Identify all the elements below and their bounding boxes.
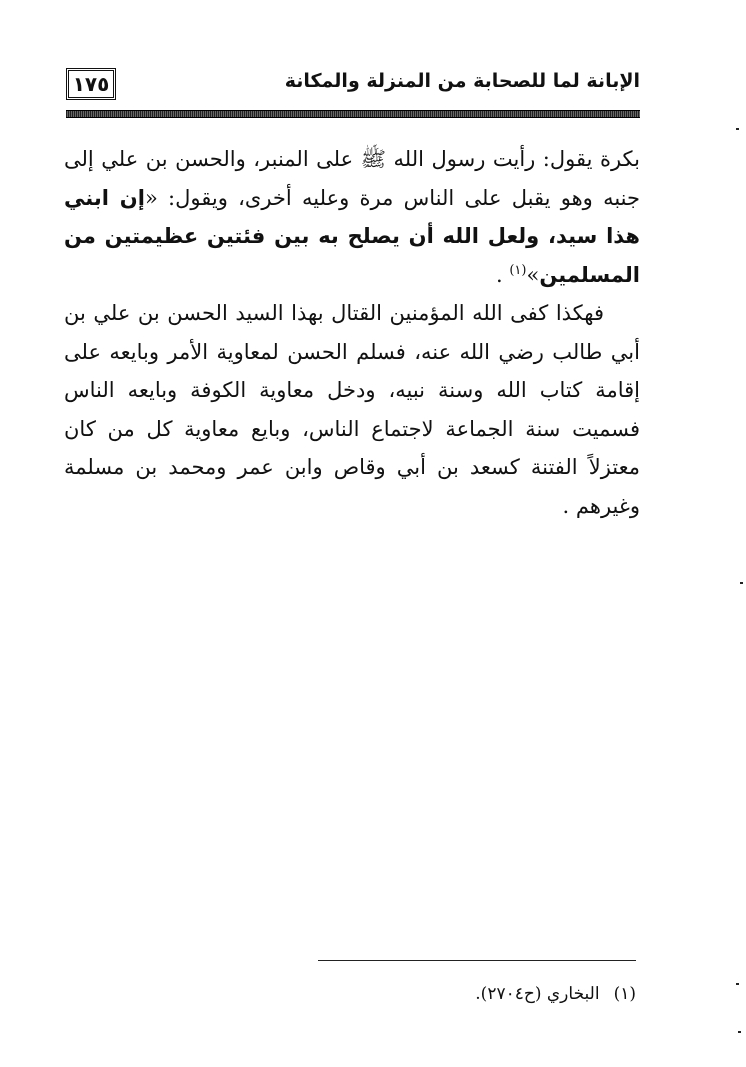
hadith-quote: إن ابني هذا سيد، ولعل الله أن يصلح به بين فئتين عظيمتين من المسلمين — [64, 185, 640, 287]
header-divider — [66, 110, 640, 118]
footnote-divider — [318, 960, 636, 961]
scan-speck — [740, 582, 743, 584]
main-text — [64, 140, 640, 525]
footnote-1 — [475, 984, 636, 1004]
footnote-marker: (١) — [509, 262, 527, 278]
page-number: ١٧٥ — [66, 68, 116, 100]
paragraph-1-lead: بكرة يقول: رأيت رسول الله ﷺ على المنبر، والحسن بن علي إلى جنبه وهو يقبل على الناس مرة وعليه أخرى، ويقول: « — [64, 147, 640, 210]
footnote-text: البخاري (ح٢٧٠٤). — [475, 984, 600, 1004]
paragraph-1 — [64, 140, 640, 294]
paragraph-2: فهكذا كفى الله المؤمنين القتال بهذا السيد الحسن بن علي بن أبي طالب رضي الله عنه، فسلم الحسن لمعاوية الأمر وبايعه على إقامة كتاب الله وسنة نبيه، ودخل معاوية الكوفة وبايعه الناس فسميت سنة الجماعة لاجتماع الناس، وبايع معاوية كل من كان معتزلاً الفتنة كسعد بن أبي وقاص وابن عمر ومحمد بن مسلمة وغيرهم . — [64, 301, 640, 518]
running-title: الإبانة لما للصحابة من المنزلة والمكانة — [284, 70, 640, 92]
scan-speck — [736, 128, 739, 130]
scan-speck — [736, 983, 739, 985]
paragraph-1-end: . — [495, 262, 510, 287]
page-header — [66, 60, 640, 110]
footnote-number: (١) — [613, 984, 636, 1004]
quote-close-mark: » — [526, 262, 540, 287]
scan-speck — [738, 1031, 741, 1033]
